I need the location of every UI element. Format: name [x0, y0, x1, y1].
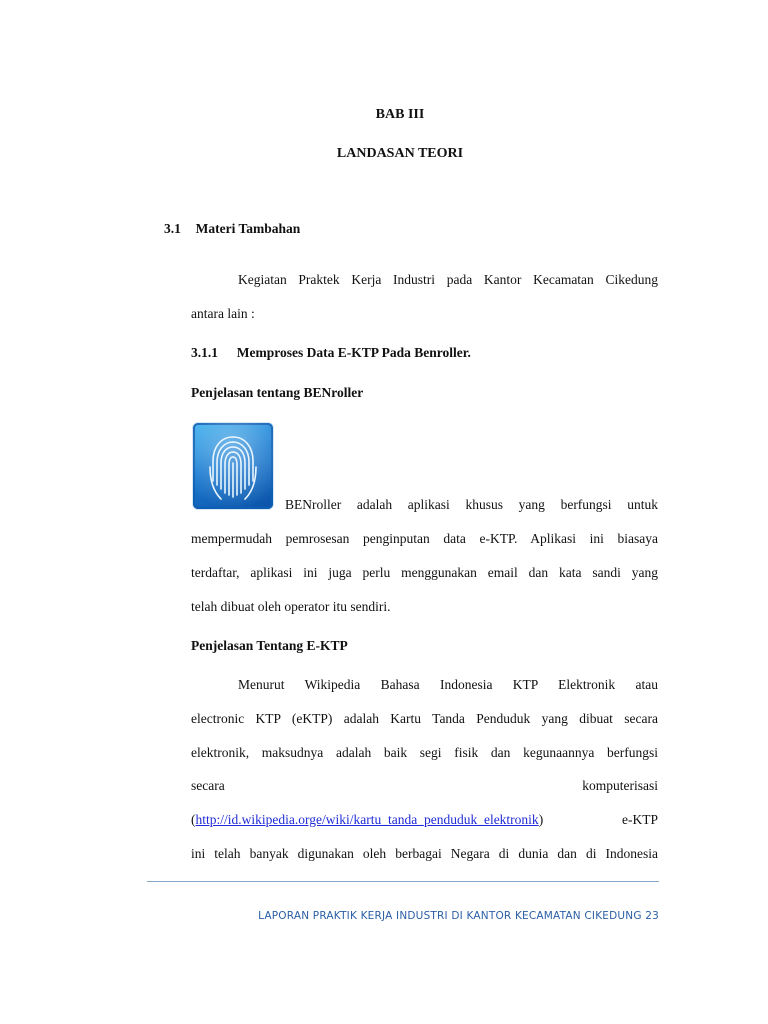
ektp-line-4 [191, 778, 658, 794]
intro-line-1: Kegiatan Praktek Kerja Industri pada Kantor Kecamatan Cikedung [238, 272, 658, 287]
ektp-line-1-row [191, 677, 658, 693]
ektp-line-5-close: ) [538, 812, 544, 827]
ektp-line-4-left: secara [191, 778, 225, 793]
ektp-line-3: elektronik, maksudnya adalah baik segi fisik dan kegunaannya berfungsi [191, 745, 658, 760]
benroller-line-3: terdaftar, aplikasi ini juga perlu menggunakan email dan kata sandi yang [191, 565, 658, 580]
footer-text: LAPORAN PRAKTIK KERJA INDUSTRI DI KANTOR KECAMATAN CIKEDUNG 23 [258, 910, 659, 922]
ektp-line-1: Menurut Wikipedia Bahasa Indonesia KTP Elektronik atau [238, 677, 658, 692]
intro-line-1-row [191, 272, 658, 288]
benroller-line-1-row [191, 497, 658, 513]
subsection-number: 3.1.1 [191, 345, 218, 360]
ektp-line-4-right: komputerisasi [582, 778, 658, 793]
ektp-line-5-right: e-KTP [622, 812, 658, 827]
ektp-line-5-open: ( [191, 812, 196, 827]
benroller-line-2: mempermudah pemrosesan penginputan data e-KTP. Aplikasi ini biasaya [191, 531, 658, 546]
subsection-heading [191, 345, 471, 361]
footer-divider [147, 881, 659, 882]
ektp-line-5 [191, 812, 658, 828]
subsection-title: Memproses Data E-KTP Pada Benroller. [236, 345, 471, 360]
ektp-heading: Penjelasan Tentang E-KTP [191, 638, 348, 653]
wikipedia-link[interactable]: http://id.wikipedia.orge/wiki/kartu_tanda_penduduk_elektronik [195, 812, 539, 827]
benroller-heading: Penjelasan tentang BENroller [191, 385, 364, 400]
ektp-line-2: electronic KTP (eKTP) adalah Kartu Tanda Penduduk yang dibuat secara [191, 711, 658, 726]
section-title: Materi Tambahan [195, 221, 301, 236]
benroller-line-1: BENroller adalah aplikasi khusus yang berfungsi untuk [285, 497, 658, 512]
chapter-number: BAB III [375, 107, 425, 122]
intro-line-2: antara lain : [191, 306, 255, 321]
section-number: 3.1 [164, 221, 181, 236]
ektp-line-6: ini telah banyak digunakan oleh berbagai Negara di dunia dan di Indonesia [191, 846, 658, 861]
chapter-title: LANDASAN TEORI [336, 146, 464, 161]
section-heading [164, 221, 300, 237]
benroller-line-4: telah dibuat oleh operator itu sendiri. [191, 599, 391, 614]
